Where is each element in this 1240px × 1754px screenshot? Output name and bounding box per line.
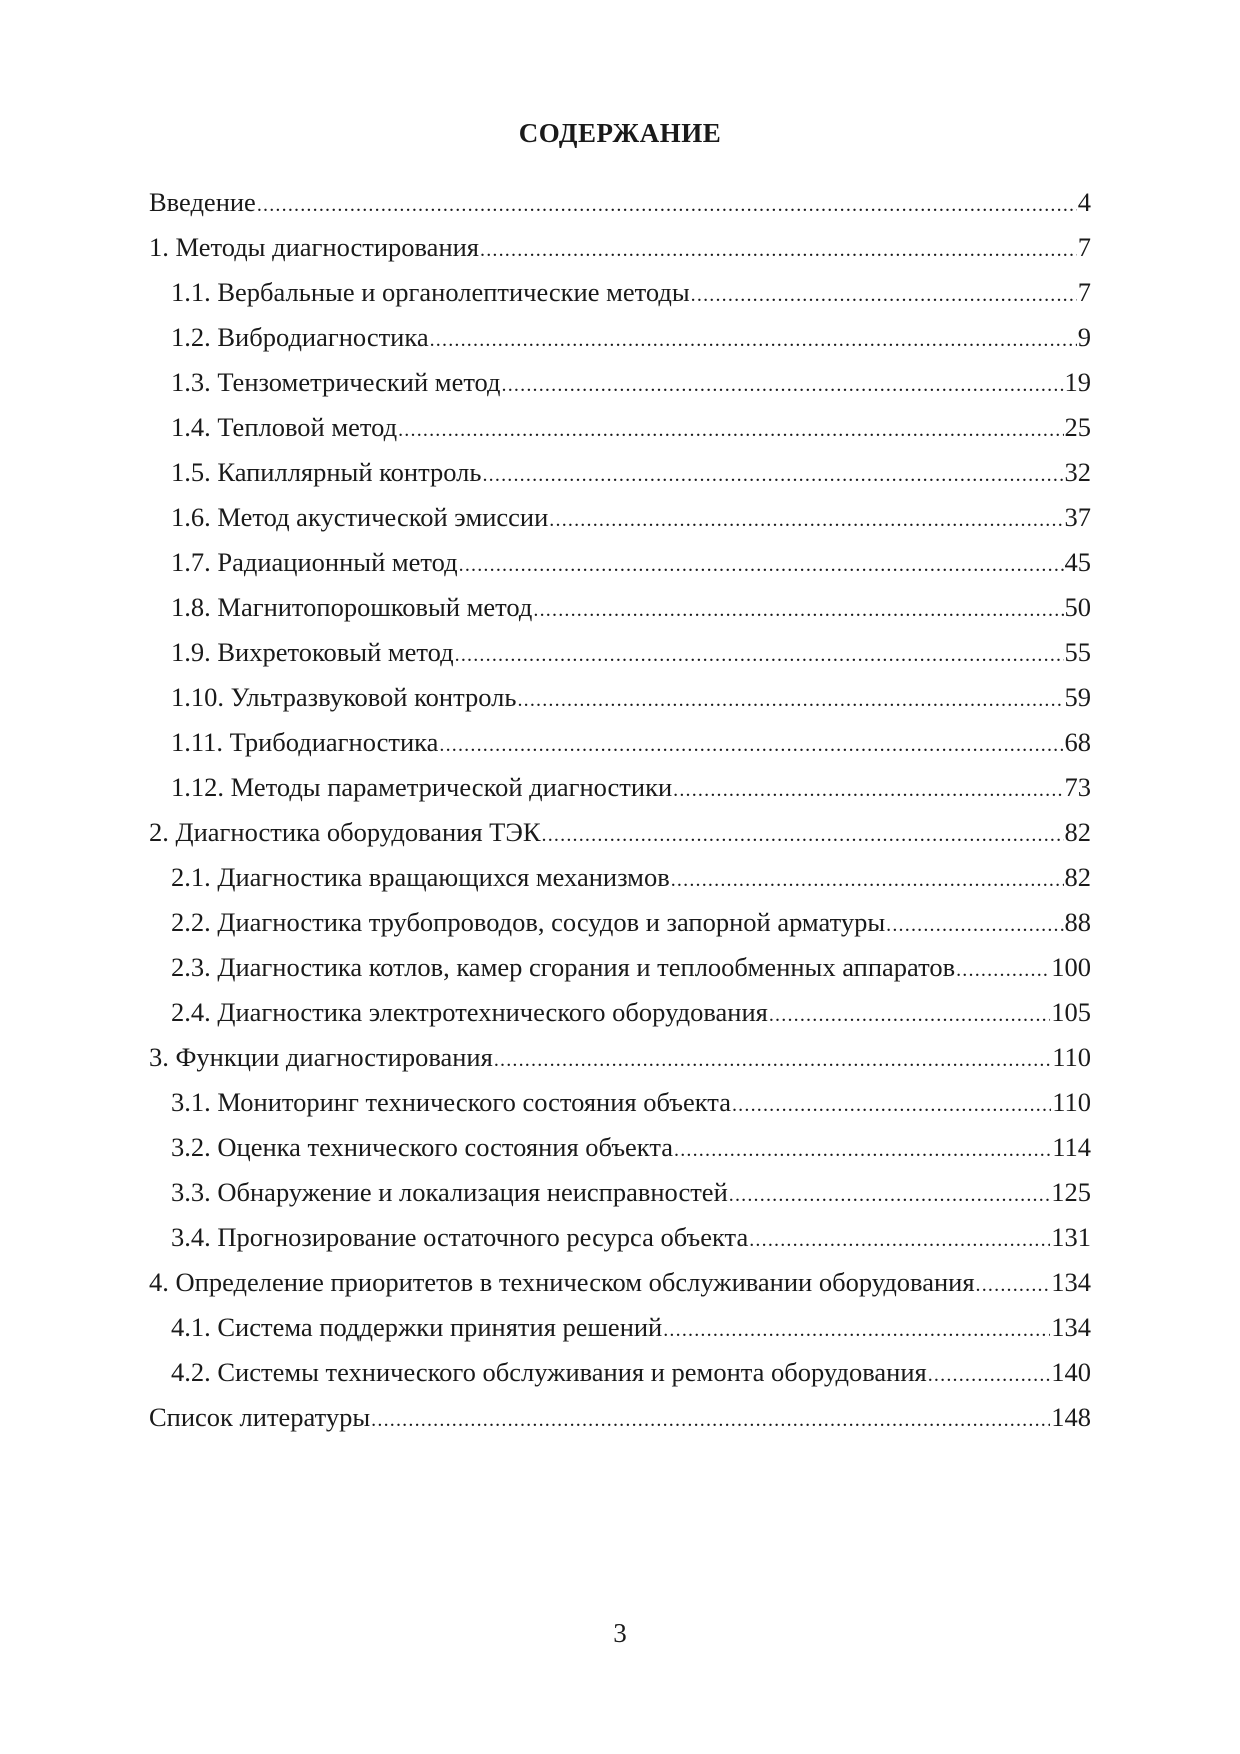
table-of-contents [149,180,1091,1440]
dot-leader [691,273,1077,318]
toc-entry-label: 1.3. Тензометрический метод [171,367,501,397]
toc-entry-page: 125 [1051,1177,1091,1207]
toc-entry[interactable] [149,1395,1091,1440]
toc-entry-page: 68 [1064,727,1091,757]
toc-entry-page: 140 [1051,1357,1091,1387]
toc-entry-page: 110 [1052,1087,1091,1117]
toc-entry[interactable] [149,450,1091,495]
dot-leader [671,858,1064,903]
toc-entry-label: 3.1. Мониторинг технического состояния объекта [171,1087,731,1117]
toc-entry-page: 59 [1064,682,1091,712]
toc-entry[interactable] [149,1125,1091,1170]
toc-entry[interactable] [149,315,1091,360]
toc-entry-page: 45 [1064,547,1091,577]
toc-entry-label: 1.9. Вихретоковый метод [171,637,454,667]
dot-leader [455,633,1064,678]
toc-entry-page: 82 [1064,862,1091,892]
toc-entry-page: 131 [1051,1222,1091,1252]
toc-entry-label: 2.4. Диагностика электротехнического оборудования [171,997,768,1027]
toc-entry[interactable] [149,1035,1091,1080]
dot-leader [502,363,1064,408]
toc-entry-page: 19 [1064,367,1091,397]
toc-entry-page: 110 [1052,1042,1091,1072]
dot-leader [674,1128,1051,1173]
toc-entry-label: 1.8. Магнитопорошковый метод [171,592,533,622]
toc-entry-label: 3. Функции диагностирования [149,1042,493,1072]
dot-leader [886,903,1063,948]
toc-entry-label: 1.2. Вибродиагностика [171,322,429,352]
toc-entry[interactable] [149,720,1091,765]
dot-leader [928,1353,1051,1398]
toc-entry[interactable] [149,1170,1091,1215]
toc-entry-label: 3.2. Оценка технического состояния объекта [171,1132,673,1162]
toc-entry[interactable] [149,180,1091,225]
toc-entry-page: 88 [1064,907,1091,937]
toc-entry-page: 9 [1077,322,1091,352]
dot-leader [480,228,1077,273]
dot-leader [439,723,1063,768]
toc-entry-label: 1.10. Ультразвуковой контроль [171,682,517,712]
dot-leader [459,543,1064,588]
toc-entry[interactable] [149,540,1091,585]
toc-entry[interactable] [149,495,1091,540]
toc-entry-page: 100 [1051,952,1091,982]
toc-entry[interactable] [149,675,1091,720]
dot-leader [517,678,1063,723]
toc-entry[interactable] [149,1080,1091,1125]
toc-entry-label: 2.3. Диагностика котлов, камер сгорания и теплообменных аппаратов [171,952,956,982]
toc-entry-label: 1.1. Вербальные и органолептические методы [171,277,690,307]
dot-leader [549,498,1063,543]
toc-entry-label: 1. Методы диагностирования [149,232,479,262]
toc-entry-page: 114 [1052,1132,1091,1162]
dot-leader [769,993,1050,1038]
dot-leader [542,813,1064,858]
toc-entry[interactable] [149,1305,1091,1350]
toc-entry-page: 134 [1051,1312,1091,1342]
toc-entry[interactable] [149,945,1091,990]
toc-entry-page: 73 [1064,772,1091,802]
dot-leader [482,453,1063,498]
dot-leader [663,1308,1050,1353]
toc-entry-label: 1.6. Метод акустической эмиссии [171,502,549,532]
toc-entry[interactable] [149,900,1091,945]
toc-title: СОДЕРЖАНИЕ [518,118,722,148]
toc-entry-label: 2.2. Диагностика трубопроводов, сосудов и запорной арматуры [171,907,886,937]
toc-entry-label: 2.1. Диагностика вращающихся механизмов [171,862,670,892]
toc-entry-page: 105 [1051,997,1091,1027]
toc-entry-label: 1.4. Тепловой метод [171,412,398,442]
toc-entry-page: 32 [1064,457,1091,487]
toc-entry-page: 134 [1051,1267,1091,1297]
page-number: 3 [613,1618,627,1648]
toc-entry-page: 4 [1077,187,1091,217]
toc-entry[interactable] [149,855,1091,900]
toc-entry-page: 7 [1077,277,1091,307]
toc-entry-label: 1.7. Радиационный метод [171,547,458,577]
toc-entry-page: 37 [1064,502,1091,532]
toc-entry[interactable] [149,990,1091,1035]
toc-entry-label: 4.1. Система поддержки принятия решений [171,1312,663,1342]
toc-entry-label: Список литературы [149,1402,371,1432]
toc-entry[interactable] [149,585,1091,630]
dot-leader [494,1038,1051,1083]
toc-entry[interactable] [149,765,1091,810]
toc-entry[interactable] [149,225,1091,270]
toc-entry[interactable] [149,630,1091,675]
toc-entry[interactable] [149,405,1091,450]
toc-entry-label: 1.11. Трибодиагностика [171,727,439,757]
toc-entry-label: 3.4. Прогнозирование остаточного ресурса объекта [171,1222,749,1252]
dot-leader [430,318,1077,363]
dot-leader [729,1173,1051,1218]
toc-entry-label: 1.12. Методы параметрической диагностики [171,772,673,802]
toc-entry-page: 25 [1064,412,1091,442]
dot-leader [398,408,1063,453]
toc-entry-label: 4.2. Системы технического обслуживания и ремонта оборудования [171,1357,927,1387]
toc-entry-label: 2. Диагностика оборудования ТЭК [149,817,541,847]
toc-entry-page: 148 [1051,1402,1091,1432]
dot-leader [533,588,1063,633]
toc-entry-page: 82 [1064,817,1091,847]
dot-leader [956,948,1050,993]
toc-entry[interactable] [149,1215,1091,1260]
toc-entry-label: 3.3. Обнаружение и локализация неисправностей [171,1177,728,1207]
dot-leader [749,1218,1050,1263]
toc-entry[interactable] [149,1260,1091,1305]
toc-entry-page: 50 [1064,592,1091,622]
toc-entry-label: Введение [149,187,256,217]
dot-leader [976,1263,1051,1308]
toc-entry-page: 7 [1077,232,1091,262]
dot-leader [257,183,1077,228]
toc-entry[interactable] [149,270,1091,315]
dot-leader [673,768,1063,813]
toc-entry-label: 4. Определение приоритетов в техническом обслуживании оборудования [149,1267,975,1297]
toc-entry-label: 1.5. Капиллярный контроль [171,457,482,487]
toc-entry[interactable] [149,360,1091,405]
dot-leader [732,1083,1051,1128]
toc-entry[interactable] [149,1350,1091,1395]
dot-leader [371,1398,1050,1443]
toc-entry-page: 55 [1064,637,1091,667]
toc-entry[interactable] [149,810,1091,855]
